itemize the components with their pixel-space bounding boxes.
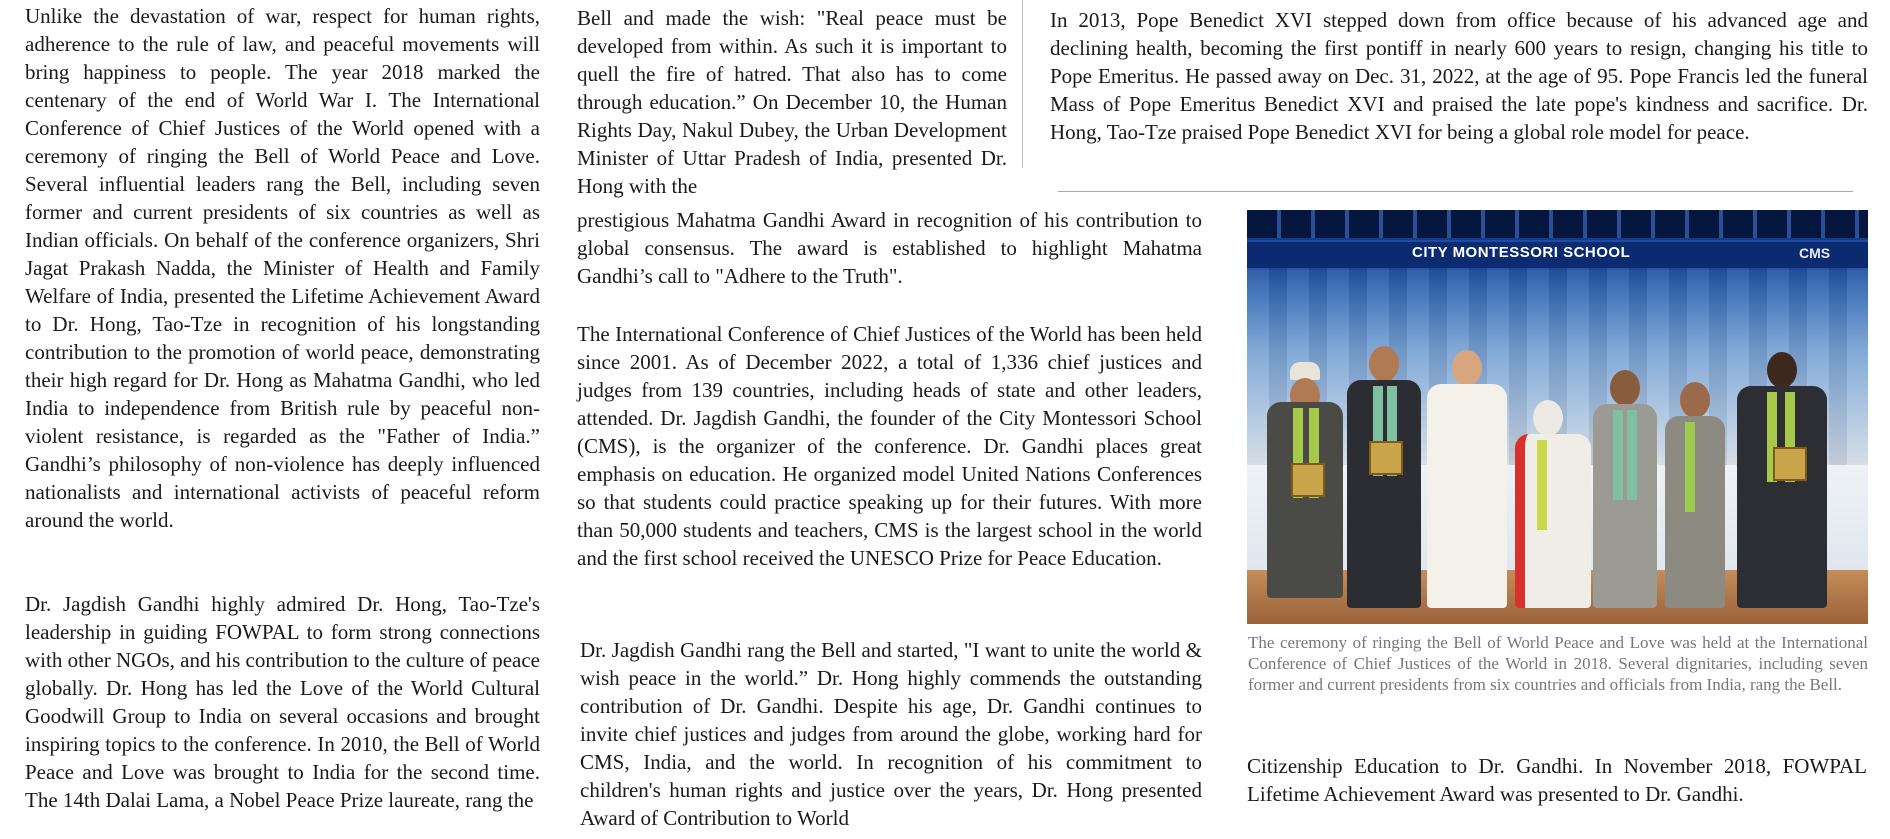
dignitary-5 xyxy=(1593,370,1657,608)
column-divider xyxy=(1022,0,1023,168)
column2-paragraph2 xyxy=(577,320,1202,572)
dignitary-4 xyxy=(1515,400,1581,608)
dignitary-1 xyxy=(1267,368,1343,608)
paragraph-text: Dr. Jagdish Gandhi highly admired Dr. Hong, Tao-Tze's leadership in guiding FOWPAL to form strong connections with other NGOs, and his contribution to the culture of peace globally. Dr. Hong has led the Love of the World Cultural Goodwill Group to India on several occasions and brought inspiring topics to the conference. In 2010, the Bell of World Peace and Love was brought to India for the second time. The 14th Dalai Lama, a Nobel Peace Prize laureate, rang the xyxy=(25,592,540,812)
column3-paragraph2 xyxy=(1247,752,1867,808)
column3-paragraph1 xyxy=(1050,6,1868,146)
column1-paragraph1 xyxy=(25,2,540,534)
paragraph-text: In 2013, Pope Benedict XVI stepped down from office because of his advanced age and declining health, becoming the first pontiff in nearly 600 years to resign, changing his title to Pope Emeritus. He passed away on Dec. 31, 2022, at the age of 95. Pope Francis led the funeral Mass of Pope Emeritus Benedict XVI and praised the late pope's kindness and sacrifice. Dr. Hong, Tao-Tze praised Pope Benedict XVI for being a global role model for peace. xyxy=(1050,8,1868,144)
column2-paragraph1-bottom xyxy=(577,206,1202,290)
paragraph-text: The International Conference of Chief Justices of the World has been held since 2001. As of December 2022, a total of 1,336 chief justices and judges from 139 countries, including heads of state and other leaders, attended. Dr. Jagdish Gandhi, the founder of the City Montessori School (CMS), is the organizer of the conference. Dr. Gandhi places great emphasis on education. He organized model United Nations Conferences so that students could practice speaking up for their futures. With more than 50,000 students and teachers, CMS is the largest school in the world and the first school received the UNESCO Prize for Peace Education. xyxy=(577,322,1202,570)
paragraph-text: Dr. Jagdish Gandhi rang the Bell and started, "I want to unite the world & wish peace in the world.” Dr. Hong highly commends the outstanding contribution of Dr. Gandhi. Despite his age, Dr. Gandhi continues to invite chief justices and judges from around the globe, working hard for CMS, India, and the world. In recognition of his commitment to children's human rights and justice over the years, Dr. Hong presented Award of Contribution to World xyxy=(580,638,1202,830)
dignitary-6 xyxy=(1665,382,1725,608)
photo-caption: The ceremony of ringing the Bell of World Peace and Love was held at the International Conference of Chief Justices of the World in 2018. Several dignitaries, including seven former and current presidents from six countries and officials from India, rang the Bell. xyxy=(1248,633,1868,694)
banner-text: CITY MONTESSORI SCHOOL xyxy=(1412,244,1631,261)
cms-logo: CMS xyxy=(1799,245,1831,261)
column2-paragraph1-top xyxy=(577,4,1007,200)
section-divider xyxy=(1058,191,1853,192)
ceremony-photo xyxy=(1247,210,1868,624)
paragraph-text: Unlike the devastation of war, respect for human rights, adherence to the rule of law, and peaceful movements will bring happiness to people. The year 2018 marked the centenary of the end of World War I. The International Conference of Chief Justices of the World opened with a ceremony of ringing the Bell of World Peace and Love. Several influential leaders rang the Bell, including seven former and current presidents of six countries as well as Indian officials. On behalf of the conference organizers, Shri Jagat Prakash Nadda, the Minister of Health and Family Welfare of India, presented the Lifetime Achievement Award to Dr. Hong, Tao-Tze in recognition of his longstanding contribution to the promotion of world peace, demonstrating their high regard for Dr. Hong as Mahatma Gandhi, who led India to independence from British rule by peaceful non-violent resistance, is regarded as the "Father of India.” Gandhi’s philosophy of non-violence has deeply influenced nationalists and international activists of peaceful reform around the world. xyxy=(25,4,540,532)
dignitary-2 xyxy=(1347,346,1421,608)
paragraph-text: prestigious Mahatma Gandhi Award in recognition of his contribution to global consensus. The award is established to highlight Mahatma Gandhi’s call to "Adhere to the Truth". xyxy=(577,208,1202,288)
column2-paragraph3 xyxy=(580,636,1202,832)
dignitary-3 xyxy=(1427,350,1507,608)
column1-paragraph2 xyxy=(25,590,540,814)
paragraph-text: Bell and made the wish: "Real peace must be developed from within. As such it is important to quell the fire of hatred. That also has to come through education.” On December 10, the Human Rights Day, Nakul Dubey, the Urban Development Minister of Uttar Pradesh of India, presented Dr. Hong with the xyxy=(577,6,1007,198)
stage-lights xyxy=(1247,210,1868,238)
paragraph-text: Citizenship Education to Dr. Gandhi. In November 2018, FOWPAL Lifetime Achievement Award was presented to Dr. Gandhi. xyxy=(1247,754,1867,806)
dignitary-7 xyxy=(1737,352,1827,608)
